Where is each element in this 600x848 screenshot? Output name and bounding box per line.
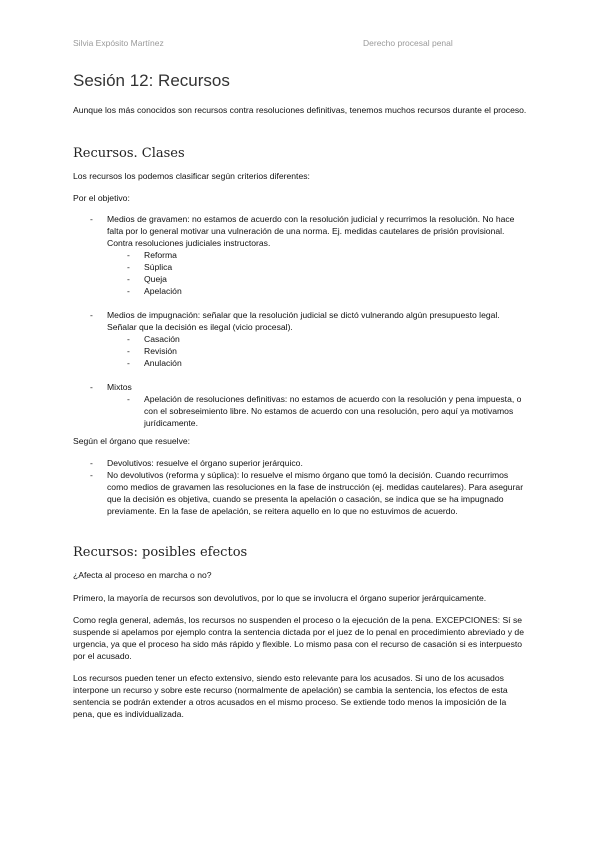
- list-item-text: Medios de gravamen: no estamos de acuerdo con la resolución judicial y recurrimos la resolución. No hace falta por lo general motivar una vulneración de una norma. Ej. medidas cautelares de prisión provisional. Contra resoluciones judiciales instructoras.: [107, 214, 515, 248]
- sub-list-item: - Súplica: [144, 261, 527, 273]
- header-subject: Derecho procesal penal: [363, 38, 453, 48]
- list-item: [107, 309, 527, 381]
- sub-list-item: - Apelación: [144, 285, 527, 297]
- list-item: - No devolutivos (reforma y súplica): lo resuelve el mismo órgano que tomó la decisión. Cuando recurrimos como medios de gravamen las resoluciones en la fase de instrucción (ej. medidas cautelares). Para asegurar que la decisión es objetiva, cuando se presenta la apelación o casación, se indica que se ha impugnado previamente. En la fase de apelación, se reitera aquello en lo que no estuvimos de acuerdo.: [107, 469, 527, 517]
- list-item: [107, 213, 527, 309]
- header-author: Silvia Expósito Martínez: [73, 38, 164, 48]
- efectos-paragraph-3: Los recursos pueden tener un efecto extensivo, siendo esto relevante para los acusados. Si uno de los acusados interpone un recurso y sobre este recurso (normalmente de apelación) se cambia la sentencia, los efectos de esta sentencia se podrán extender a otros acusados en el mismo proceso. Se extiende todo menos la imposición de la pena, que es individualizada.: [73, 673, 508, 719]
- section-heading-efectos: Recursos: posibles efectos: [73, 545, 248, 560]
- sub-list-item: - Reforma: [144, 249, 527, 261]
- sub-list-item: - Queja: [144, 273, 527, 285]
- sub-list: [144, 393, 527, 429]
- sub-list: [144, 249, 527, 297]
- intro-paragraph: Aunque los más conocidos son recursos contra resoluciones definitivas, tenemos muchos recursos durante el proceso.: [73, 105, 527, 115]
- list-item-text: Medios de impugnación: señalar que la resolución judicial se dictó vulnerando algún presupuesto legal. Señalar que la decisión es ilegal (vicio procesal).: [107, 310, 500, 332]
- sub-list-item: - Anulación: [144, 357, 527, 369]
- clases-lead: Los recursos los podemos clasificar según criterios diferentes:: [73, 171, 310, 181]
- organ-list: [107, 457, 527, 517]
- efectos-question: ¿Afecta al proceso en marcha o no?: [73, 570, 212, 580]
- list-item-text: Mixtos: [107, 382, 132, 392]
- efectos-paragraph-1: Primero, la mayoría de recursos son devolutivos, por lo que se involucra el órgano superior jerárquicamente.: [73, 593, 487, 603]
- by-objective-label: Por el objetivo:: [73, 193, 130, 203]
- page-title: Sesión 12: Recursos: [73, 71, 230, 90]
- sub-list: [144, 333, 527, 369]
- section-heading-clases: Recursos. Clases: [73, 146, 185, 161]
- objective-list: [107, 213, 527, 429]
- sub-list-item: - Revisión: [144, 345, 527, 357]
- list-item: [107, 381, 527, 429]
- efectos-paragraph-2: Como regla general, además, los recursos no suspenden el proceso o la ejecución de la pena. EXCEPCIONES: Sí se suspende si apelamos por ejemplo contra la sentencia dictada por el juez de lo penal en procedimiento abreviado y de urgencia, ya que el proceso ha sido más rápido y flexible. Lo mismo pasa con el recurso de casación si es interpuesto por el acusado.: [73, 615, 524, 661]
- by-organ-label: Según el órgano que resuelve:: [73, 436, 191, 446]
- sub-list-item: - Apelación de resoluciones definitivas: no estamos de acuerdo con la resolución y pena impuesta, o con el sobreseimiento libre. No estamos de acuerdo con una resolución, pero aquí ya motivamos jurídicamente.: [144, 393, 527, 429]
- sub-list-item: - Casación: [144, 333, 527, 345]
- list-item: - Devolutivos: resuelve el órgano superior jerárquico.: [107, 457, 527, 469]
